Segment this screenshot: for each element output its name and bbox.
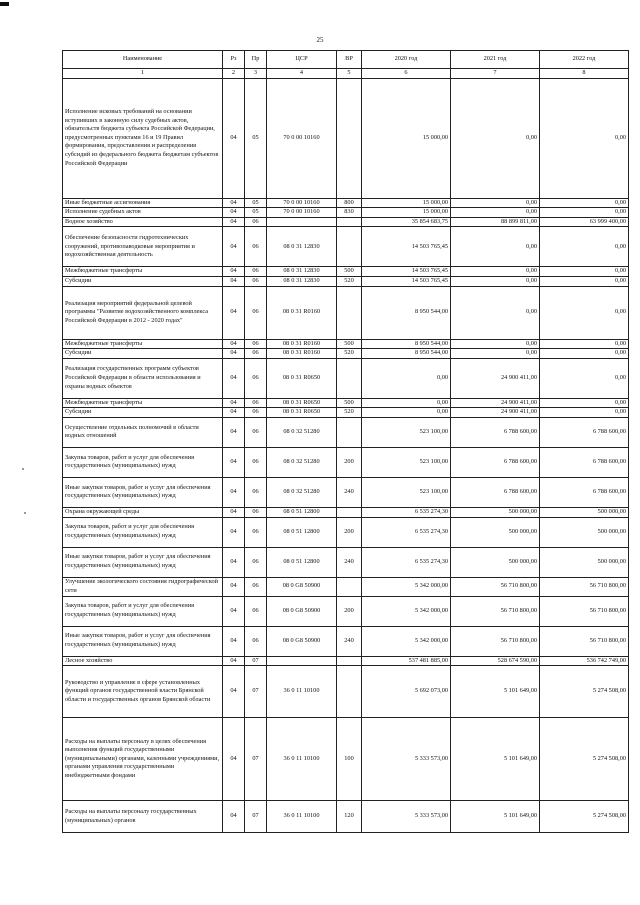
row-rz: 04: [223, 417, 245, 447]
row-vr: 830: [337, 208, 362, 218]
row-amount-2021: 24 900 411,00: [451, 358, 540, 398]
row-vr: 200: [337, 447, 362, 477]
row-pr: 06: [245, 349, 267, 359]
row-amount-2022: 0,00: [540, 349, 629, 359]
row-rz: 04: [223, 227, 245, 267]
row-name: Лесное хозяйство: [63, 656, 223, 666]
row-amount-2021: 500 000,00: [451, 547, 540, 577]
row-amount-2021: 500 000,00: [451, 517, 540, 547]
header-2020: 2020 год: [362, 51, 451, 69]
row-pr: 06: [245, 477, 267, 507]
row-amount-2020: 15 000,00: [362, 78, 451, 198]
row-rz: 04: [223, 408, 245, 418]
row-amount-2021: 88 899 811,00: [451, 217, 540, 227]
row-csr: 08 0 G8 50900: [267, 577, 337, 596]
table-row: [63, 276, 629, 286]
row-rz: 04: [223, 507, 245, 517]
row-amount-2021: 5 101 649,00: [451, 666, 540, 718]
row-name: Реализация государственных программ субъектов Российской Федерации в области использования и охраны водных объектов: [63, 358, 223, 398]
row-pr: 05: [245, 198, 267, 208]
row-name: Исполнение исковых требований на основании вступивших в законную силу судебных актов, обязательств бюджета субъекта Российской Федерации, предусмотренных пунктами 16 и 19 Правил формирования, предоставления и распределения субсидий из федерального бюджета бюджетам субъектов Российской Федерации: [63, 78, 223, 198]
row-amount-2021: 0,00: [451, 198, 540, 208]
column-number: 8: [540, 69, 629, 79]
row-amount-2021: 528 674 590,00: [451, 656, 540, 666]
row-amount-2021: 0,00: [451, 286, 540, 339]
row-amount-2021: 6 788 600,00: [451, 447, 540, 477]
row-name: Субсидии: [63, 408, 223, 418]
header-rz: Рз: [223, 51, 245, 69]
column-number: 3: [245, 69, 267, 79]
row-amount-2022: 0,00: [540, 276, 629, 286]
row-csr: 08 0 31 R0650: [267, 398, 337, 408]
row-amount-2021: 0,00: [451, 349, 540, 359]
row-amount-2022: 0,00: [540, 358, 629, 398]
row-amount-2022: 5 274 508,00: [540, 718, 629, 801]
row-rz: 04: [223, 547, 245, 577]
row-vr: 120: [337, 801, 362, 833]
row-rz: 04: [223, 78, 245, 198]
row-rz: 04: [223, 267, 245, 277]
row-pr: 06: [245, 286, 267, 339]
row-csr: 08 0 51 12800: [267, 547, 337, 577]
row-pr: 06: [245, 358, 267, 398]
row-csr: 70 0 00 10160: [267, 198, 337, 208]
row-amount-2021: 0,00: [451, 208, 540, 218]
header-pr: Пр: [245, 51, 267, 69]
column-number: 5: [337, 69, 362, 79]
row-amount-2021: 24 900 411,00: [451, 398, 540, 408]
row-rz: 04: [223, 447, 245, 477]
row-name: Закупка товаров, работ и услуг для обеспечения государственных (муниципальных) нужд: [63, 447, 223, 477]
row-csr: 36 0 11 10100: [267, 666, 337, 718]
row-amount-2020: 15 000,00: [362, 208, 451, 218]
row-pr: 06: [245, 507, 267, 517]
row-amount-2021: 5 101 649,00: [451, 801, 540, 833]
row-csr: 08 0 31 12830: [267, 227, 337, 267]
row-rz: 04: [223, 596, 245, 626]
row-amount-2022: 0,00: [540, 227, 629, 267]
row-name: Расходы на выплаты персоналу в целях обеспечения выполнения функций государственными (муниципальными) органами, казенными учреждениями, органами управления государственными внебюджетными фондами: [63, 718, 223, 801]
row-csr: 08 0 51 12800: [267, 507, 337, 517]
row-name: Реализация мероприятий федеральной целевой программы "Развитие водохозяйственного комплекса Российской Федерации в 2012 - 2020 годах": [63, 286, 223, 339]
row-vr: [337, 286, 362, 339]
row-csr: 08 0 G8 50900: [267, 626, 337, 656]
row-csr: 08 0 31 R0650: [267, 408, 337, 418]
header-2022: 2022 год: [540, 51, 629, 69]
row-vr: 500: [337, 339, 362, 349]
table-row: [63, 349, 629, 359]
row-vr: 500: [337, 398, 362, 408]
table-row: [63, 417, 629, 447]
row-vr: 200: [337, 517, 362, 547]
row-pr: 06: [245, 267, 267, 277]
row-pr: 06: [245, 596, 267, 626]
scan-corner-mark: [0, 2, 9, 6]
row-amount-2021: 0,00: [451, 267, 540, 277]
row-name: Межбюджетные трансферты: [63, 339, 223, 349]
row-name: Закупка товаров, работ и услуг для обеспечения государственных (муниципальных) нужд: [63, 596, 223, 626]
row-name: Закупка товаров, работ и услуг для обеспечения государственных (муниципальных) нужд: [63, 517, 223, 547]
row-rz: 04: [223, 286, 245, 339]
row-name: Межбюджетные трансферты: [63, 267, 223, 277]
header-vr: ВР: [337, 51, 362, 69]
row-csr: 36 0 11 10100: [267, 718, 337, 801]
column-number-row: [63, 69, 629, 79]
row-name: Улучшение экологического состояния гидрографической сети: [63, 577, 223, 596]
row-vr: 100: [337, 718, 362, 801]
table-row: [63, 718, 629, 801]
table-row: [63, 577, 629, 596]
row-csr: 08 0 31 12830: [267, 267, 337, 277]
column-number: 7: [451, 69, 540, 79]
row-amount-2022: 0,00: [540, 267, 629, 277]
row-vr: [337, 358, 362, 398]
row-amount-2020: 8 950 544,00: [362, 349, 451, 359]
table-row: [63, 217, 629, 227]
row-csr: [267, 656, 337, 666]
row-csr: 08 0 31 R0160: [267, 286, 337, 339]
row-amount-2020: 14 503 765,45: [362, 267, 451, 277]
row-amount-2022: 0,00: [540, 286, 629, 339]
row-pr: 06: [245, 217, 267, 227]
row-csr: [267, 217, 337, 227]
row-rz: 04: [223, 718, 245, 801]
row-name: Субсидии: [63, 276, 223, 286]
row-vr: [337, 666, 362, 718]
row-amount-2020: 14 503 765,45: [362, 227, 451, 267]
row-pr: 06: [245, 577, 267, 596]
column-number: 6: [362, 69, 451, 79]
header-name: Наименование: [63, 51, 223, 69]
row-name: Субсидии: [63, 349, 223, 359]
row-csr: 08 0 32 51280: [267, 447, 337, 477]
row-pr: 06: [245, 547, 267, 577]
row-vr: 500: [337, 267, 362, 277]
row-rz: 04: [223, 339, 245, 349]
row-rz: 04: [223, 217, 245, 227]
row-csr: 08 0 32 51280: [267, 477, 337, 507]
row-amount-2021: 0,00: [451, 276, 540, 286]
row-vr: 800: [337, 198, 362, 208]
row-amount-2021: 24 900 411,00: [451, 408, 540, 418]
row-vr: [337, 656, 362, 666]
row-amount-2022: 63 999 400,00: [540, 217, 629, 227]
table-row: [63, 477, 629, 507]
row-csr: 08 0 32 51280: [267, 417, 337, 447]
row-amount-2021: 0,00: [451, 227, 540, 267]
row-amount-2022: 536 742 749,00: [540, 656, 629, 666]
row-amount-2020: 5 333 573,00: [362, 718, 451, 801]
row-rz: 04: [223, 666, 245, 718]
table-row: [63, 208, 629, 218]
row-amount-2022: 500 000,00: [540, 507, 629, 517]
row-vr: [337, 577, 362, 596]
row-csr: 70 0 00 10160: [267, 78, 337, 198]
table-row: [63, 596, 629, 626]
row-amount-2020: 15 000,00: [362, 198, 451, 208]
row-name: Иные закупки товаров, работ и услуг для обеспечения государственных (муниципальных) нужд: [63, 547, 223, 577]
row-vr: [337, 417, 362, 447]
row-amount-2022: 56 710 800,00: [540, 577, 629, 596]
row-pr: 06: [245, 339, 267, 349]
row-vr: 240: [337, 547, 362, 577]
row-amount-2020: 523 100,00: [362, 477, 451, 507]
table-row: [63, 547, 629, 577]
row-rz: 04: [223, 208, 245, 218]
row-amount-2022: 0,00: [540, 198, 629, 208]
table-row: [63, 227, 629, 267]
row-amount-2020: 35 854 683,75: [362, 217, 451, 227]
row-amount-2022: 56 710 800,00: [540, 596, 629, 626]
table-row: [63, 447, 629, 477]
row-amount-2021: 56 710 800,00: [451, 577, 540, 596]
row-vr: 240: [337, 626, 362, 656]
row-name: Иные закупки товаров, работ и услуг для обеспечения государственных (муниципальных) нужд: [63, 626, 223, 656]
column-number: 1: [63, 69, 223, 79]
row-csr: 08 0 51 12800: [267, 517, 337, 547]
page-number: 25: [316, 36, 324, 44]
row-rz: 04: [223, 656, 245, 666]
row-rz: 04: [223, 358, 245, 398]
table-row: [63, 339, 629, 349]
row-amount-2020: 0,00: [362, 358, 451, 398]
row-amount-2022: 6 788 600,00: [540, 477, 629, 507]
row-pr: 06: [245, 517, 267, 547]
table-header-row: [63, 51, 629, 69]
column-number: 2: [223, 69, 245, 79]
row-amount-2022: 0,00: [540, 208, 629, 218]
row-amount-2022: 6 788 600,00: [540, 447, 629, 477]
row-pr: 07: [245, 656, 267, 666]
row-amount-2020: 5 333 573,00: [362, 801, 451, 833]
row-pr: 06: [245, 417, 267, 447]
row-amount-2022: 6 788 600,00: [540, 417, 629, 447]
row-amount-2021: 6 788 600,00: [451, 417, 540, 447]
row-pr: 05: [245, 78, 267, 198]
row-pr: 07: [245, 718, 267, 801]
row-amount-2020: 8 950 544,00: [362, 286, 451, 339]
row-vr: 240: [337, 477, 362, 507]
row-amount-2021: 0,00: [451, 78, 540, 198]
scan-dot: [24, 512, 26, 514]
row-csr: 36 0 11 10100: [267, 801, 337, 833]
row-amount-2020: 6 535 274,30: [362, 517, 451, 547]
row-amount-2020: 5 342 000,00: [362, 596, 451, 626]
table-row: [63, 358, 629, 398]
row-name: Иные бюджетные ассигнования: [63, 198, 223, 208]
row-amount-2020: 5 342 000,00: [362, 577, 451, 596]
row-amount-2022: 5 274 508,00: [540, 666, 629, 718]
row-pr: 06: [245, 626, 267, 656]
row-amount-2020: 6 535 274,30: [362, 547, 451, 577]
row-amount-2020: 6 535 274,30: [362, 507, 451, 517]
row-csr: 08 0 G8 50900: [267, 596, 337, 626]
table-row: [63, 626, 629, 656]
row-rz: 04: [223, 626, 245, 656]
row-csr: 08 0 31 R0160: [267, 339, 337, 349]
row-vr: [337, 217, 362, 227]
row-csr: 70 0 00 10160: [267, 208, 337, 218]
row-name: Расходы на выплаты персоналу государственных (муниципальных) органов: [63, 801, 223, 833]
row-csr: 08 0 31 12830: [267, 276, 337, 286]
table-row: [63, 408, 629, 418]
row-vr: [337, 227, 362, 267]
table-row: [63, 801, 629, 833]
row-rz: 04: [223, 349, 245, 359]
row-rz: 04: [223, 398, 245, 408]
row-amount-2020: 5 692 073,00: [362, 666, 451, 718]
table-row: [63, 78, 629, 198]
row-amount-2020: 0,00: [362, 398, 451, 408]
row-amount-2022: 0,00: [540, 398, 629, 408]
row-pr: 07: [245, 801, 267, 833]
header-csr: ЦСР: [267, 51, 337, 69]
row-name: Иные закупки товаров, работ и услуг для обеспечения государственных (муниципальных) нужд: [63, 477, 223, 507]
row-amount-2020: 523 100,00: [362, 417, 451, 447]
row-amount-2022: 56 710 800,00: [540, 626, 629, 656]
row-csr: 08 0 31 R0650: [267, 358, 337, 398]
row-vr: [337, 78, 362, 198]
table-row: [63, 398, 629, 408]
row-pr: 07: [245, 666, 267, 718]
row-pr: 05: [245, 208, 267, 218]
row-amount-2020: 523 100,00: [362, 447, 451, 477]
row-name: Водное хозяйство: [63, 217, 223, 227]
row-name: Обеспечение безопасности гидротехнических сооружений, противопаводковые мероприятия и водохозяйственная деятельность: [63, 227, 223, 267]
budget-table: [62, 50, 629, 833]
row-name: Руководство и управление в сфере установленных функций органов государственной власти Брянской области и государственных органов Брянской области: [63, 666, 223, 718]
column-number: 4: [267, 69, 337, 79]
row-amount-2022: 0,00: [540, 408, 629, 418]
row-amount-2021: 0,00: [451, 339, 540, 349]
row-amount-2022: 500 000,00: [540, 517, 629, 547]
row-rz: 04: [223, 577, 245, 596]
row-vr: [337, 507, 362, 517]
row-rz: 04: [223, 517, 245, 547]
row-vr: 200: [337, 596, 362, 626]
row-rz: 04: [223, 477, 245, 507]
row-amount-2021: 56 710 800,00: [451, 626, 540, 656]
row-name: Осуществление отдельных полномочий в области водных отношений: [63, 417, 223, 447]
table-row: [63, 507, 629, 517]
row-amount-2021: 5 101 649,00: [451, 718, 540, 801]
table-row: [63, 286, 629, 339]
row-amount-2022: 5 274 508,00: [540, 801, 629, 833]
row-amount-2021: 500 000,00: [451, 507, 540, 517]
row-amount-2020: 8 950 544,00: [362, 339, 451, 349]
row-pr: 06: [245, 408, 267, 418]
table-row: [63, 517, 629, 547]
row-amount-2022: 500 000,00: [540, 547, 629, 577]
row-amount-2020: 537 481 885,00: [362, 656, 451, 666]
row-vr: 520: [337, 349, 362, 359]
row-vr: 520: [337, 276, 362, 286]
scan-dot: [22, 468, 24, 470]
table-row: [63, 656, 629, 666]
row-name: Исполнение судебных актов: [63, 208, 223, 218]
row-amount-2021: 6 788 600,00: [451, 477, 540, 507]
row-amount-2020: 0,00: [362, 408, 451, 418]
row-name: Межбюджетные трансферты: [63, 398, 223, 408]
row-amount-2020: 5 342 000,00: [362, 626, 451, 656]
row-amount-2020: 14 503 765,45: [362, 276, 451, 286]
table-row: [63, 267, 629, 277]
row-pr: 06: [245, 227, 267, 267]
row-rz: 04: [223, 801, 245, 833]
table-row: [63, 198, 629, 208]
row-rz: 04: [223, 276, 245, 286]
row-amount-2021: 56 710 800,00: [451, 596, 540, 626]
row-name: Охрана окружающей среды: [63, 507, 223, 517]
row-pr: 06: [245, 447, 267, 477]
row-csr: 08 0 31 R0160: [267, 349, 337, 359]
row-amount-2022: 0,00: [540, 78, 629, 198]
row-amount-2022: 0,00: [540, 339, 629, 349]
header-2021: 2021 год: [451, 51, 540, 69]
row-rz: 04: [223, 198, 245, 208]
row-pr: 06: [245, 398, 267, 408]
table-row: [63, 666, 629, 718]
row-vr: 520: [337, 408, 362, 418]
row-pr: 06: [245, 276, 267, 286]
